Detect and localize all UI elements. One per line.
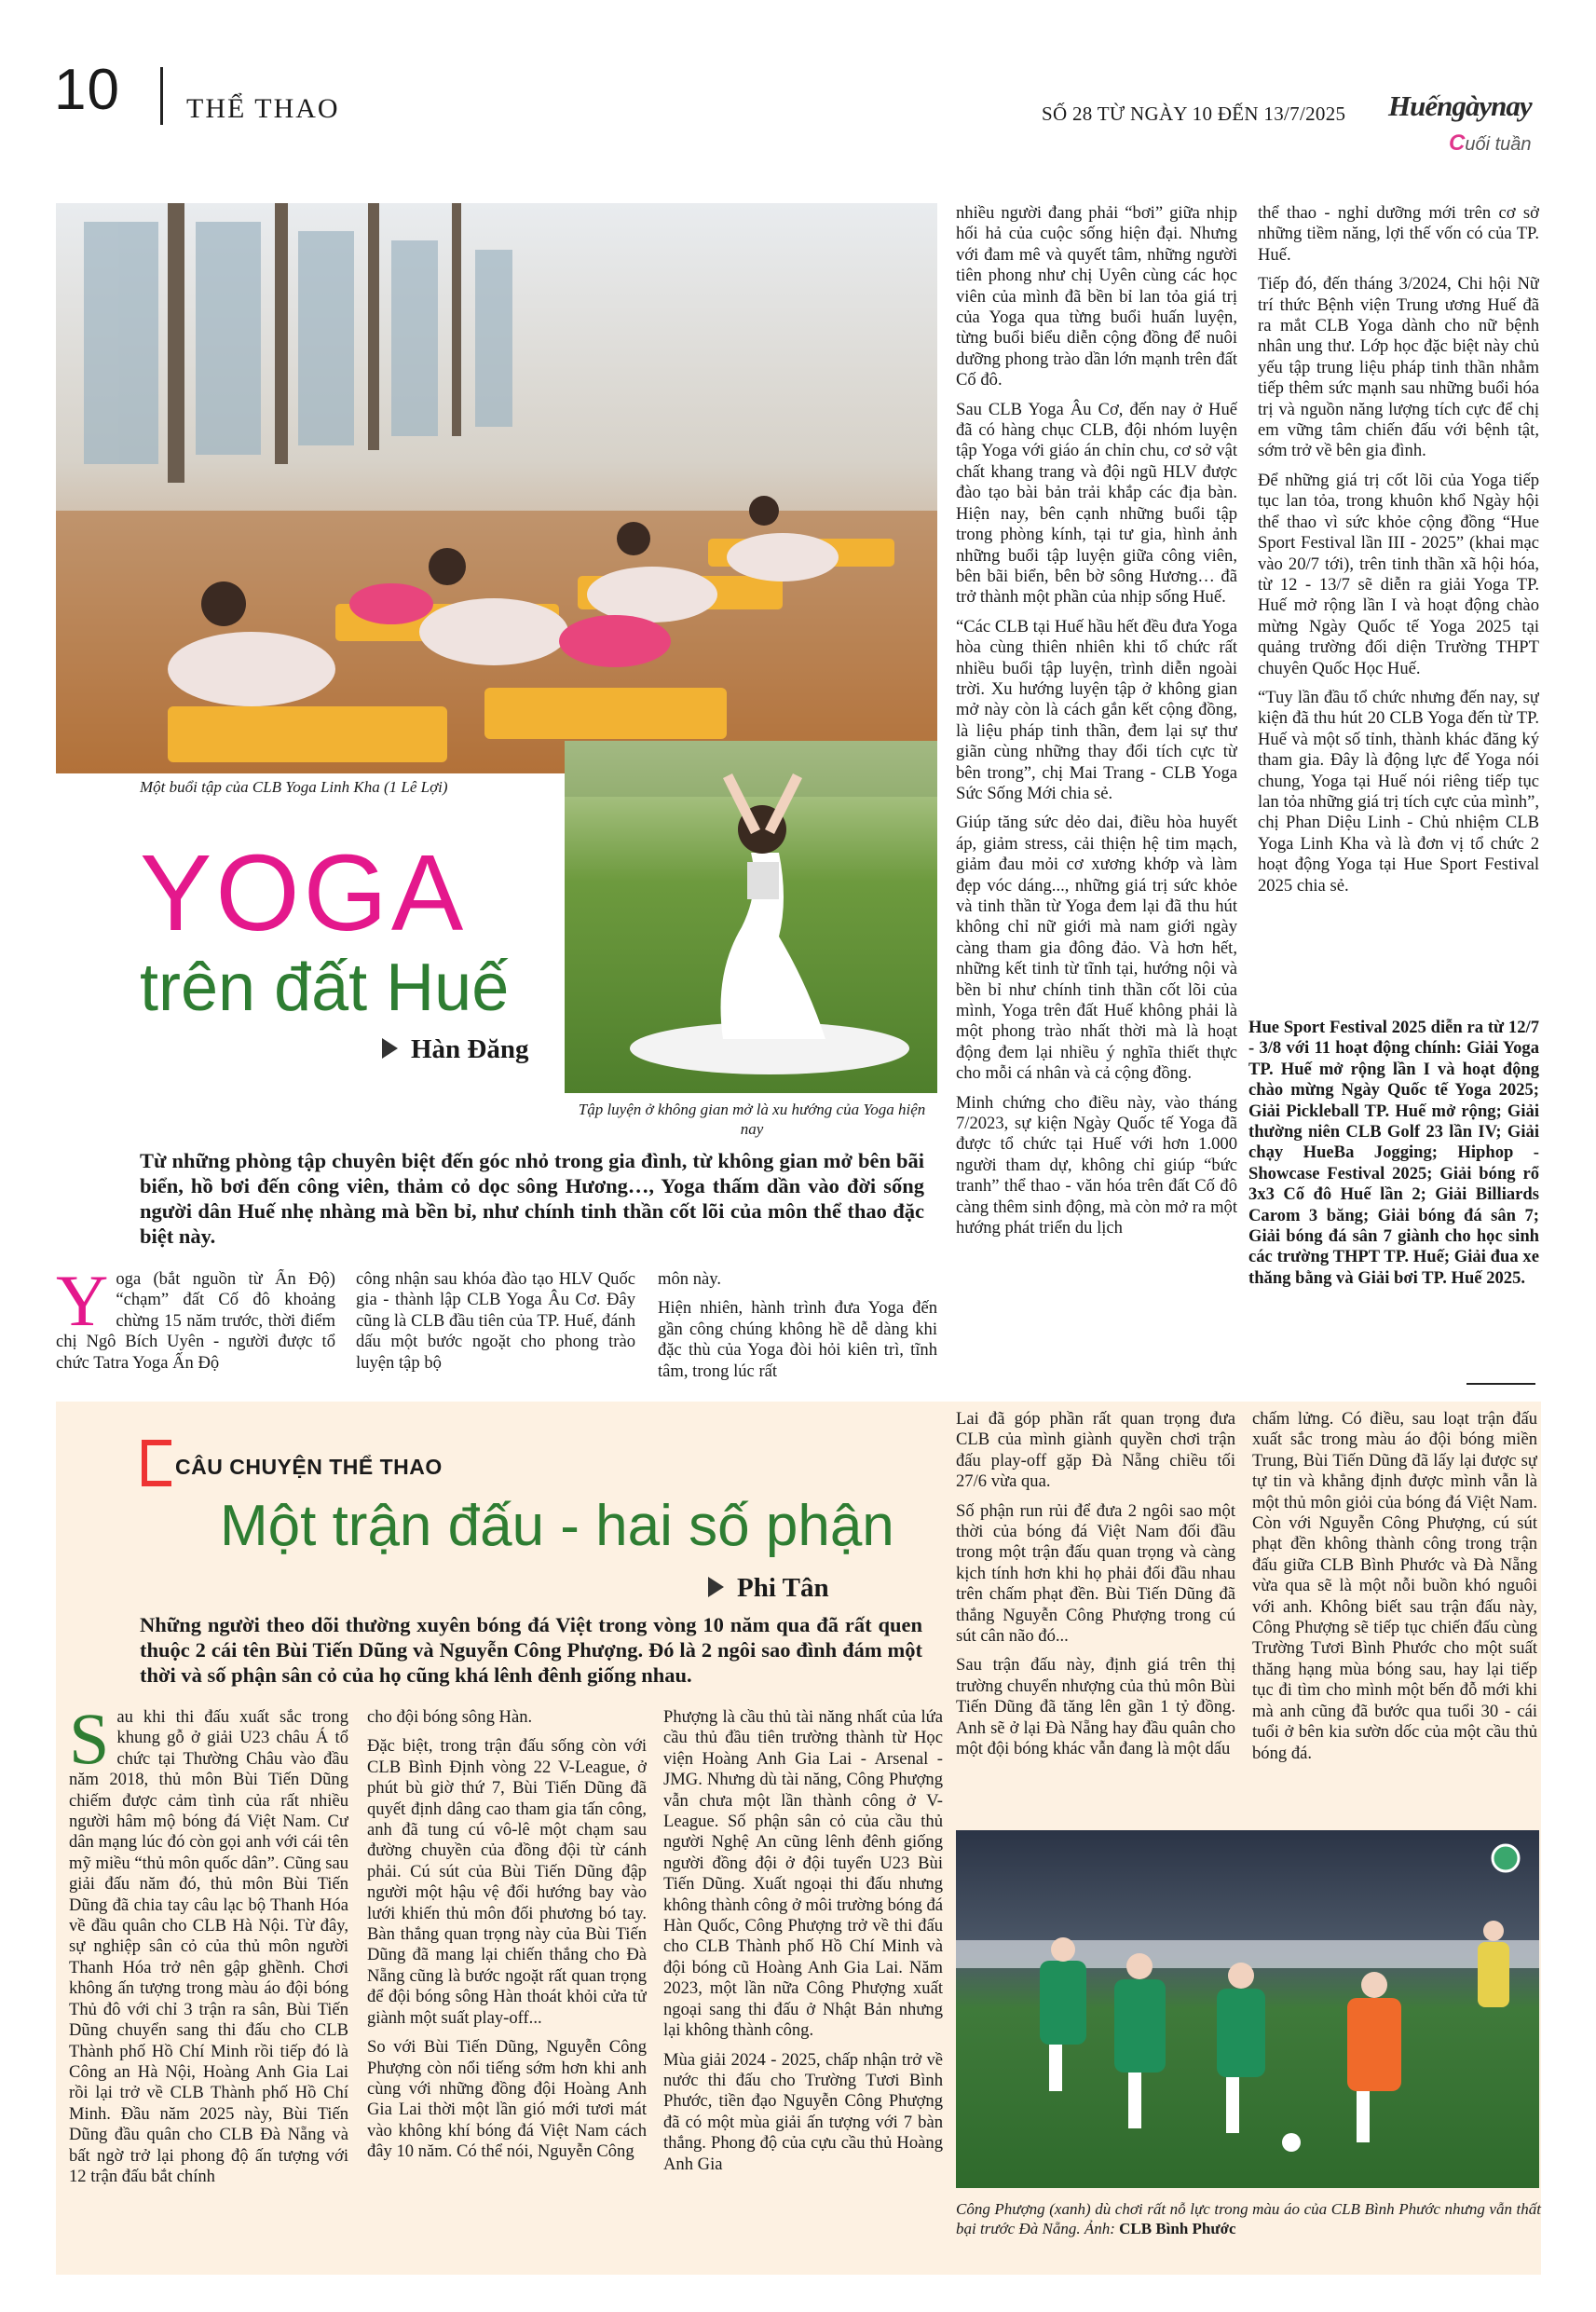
article2-section-label: CÂU CHUYỆN THỂ THAO [175,1455,443,1479]
dropcap-s: S [69,1707,110,1779]
football-match-photo [956,1830,1539,2188]
logo-letter: C [1449,130,1466,156]
article1-subtitle: trên đất Huế [140,951,510,1025]
section-bracket-icon [142,1440,171,1486]
article2-col5-p1: chấm lửng. Có điều, sau loạt trận đấu xuất sắc trong màu áo đội bóng miền Trung, Bùi Tiến Dũng đã lấy lại được sự tự tin và khẳng định được mình vẫn là một thủ môn giỏi của bóng đá Việt Nam. Còn với Nguyễn Công Phượng, cú sút phạt đền không thành công trong trận đấu giữa CLB Bình Phước và Đà Nẵng vừa qua sẽ là một nỗi buồn khó nguôi với anh. Không biết sau trận đấu này, Công Phượng sẽ tiếp tục chiến đấu cùng Trường Tươi Bình Phước cho một suất thăng hạng mùa bóng sau, hay lại tiếp tục đi tìm cho mình một bến đỗ mới khi mà anh cũng đã bước qua tuổi 30 - cái tuổi ở bên kia sườn dốc của một cầu thủ bóng đá. [1252,1409,1537,1763]
author2-name: Phi Tân [737,1573,829,1603]
section-name: THỂ THAO [186,93,340,124]
article2-col2-p2: Đặc biệt, trong trận đấu sống còn với CLB Bình Định vòng 22 V-League, ở phút bù giờ thứ 7, Bùi Tiến Dũng đã quyết định dâng cao tham gia tấn công, anh đã tung cú vô-lê một chạm sau đường chuyền của đồng đội từ cánh phải. Cú sút của Bùi Tiến Dũng đập người một hậu vệ đổi hướng bay vào lưới khiến thủ môn đối phương bó tay. Bàn thắng quan trọng này của Bùi Tiến Dũng đã mang lại chiến thắng cho Đà Nẵng cũng là bước ngoặt rất quan trọng để đội bóng sông Hàn thoát khỏi cửa tử giành một suất play-off... [367,1736,647,2028]
article2-col1 [69,1707,348,2266]
football-caption-text: Công Phượng (xanh) dù chơi rất nỗ lực trong màu áo của CLB Bình Phước nhưng vẫn thất bại trước Đà Nẵng. Ảnh: [956,2200,1541,2237]
photo1-caption: Một buổi tập của CLB Yoga Linh Kha (1 Lê Lợi) [140,778,448,796]
article2-col4-p2: Số phận run rủi để đưa 2 ngôi sao một thời của bóng đá Việt Nam đối đầu trong một trận đấu quan trọng và càng kịch tính hơn khi họ phải đối đầu nhau trên chấm phạt đền. Bùi Tiến Dũng đã thắng Nguyễn Công Phượng trong cú sút cân não đó... [956,1500,1235,1647]
article1-col4-p2: Sau CLB Yoga Âu Cơ, đến nay ở Huế đã có hàng chục CLB, đội nhóm luyện tập Yoga với giáo án chỉn chu, cơ sở vật chất khang trang và đội ngũ HLV được đào tạo bài bản trải khắp các địa bàn. Hiện nay, bên cạnh những buổi tập trong phòng kính, tại tư gia, hình ảnh những buổi tập luyện giữa công viên, bên bãi biển, bên bờ sông Hương… đã trở thành một phần của nhịp sống Huế. [956,399,1237,608]
yoga-indoor-illustration [56,203,937,773]
yoga-indoor-photo [56,203,937,773]
article2-col4-p1: Lai đã góp phần rất quan trọng đưa CLB của mình giành quyền chơi trận đấu play-off gặp Đà Nẵng chiều tối 27/6 vừa qua. [956,1409,1235,1492]
logo-sub-text: uối tuần [1465,134,1532,155]
photo2-caption: Tập luyện ở không gian mở là xu hướng của Yoga hiện nay [578,1101,926,1138]
article1-title: YOGA [140,832,468,953]
issue-info: SỐ 28 TỪ NGÀY 10 ĐẾN 13/7/2025 [1042,103,1346,125]
article2-col3 [663,1707,943,2266]
author-arrow-icon [382,1038,398,1059]
yoga-outdoor-photo [565,741,937,1093]
article2-col2-p3: So với Bùi Tiến Dũng, Nguyễn Công Phượng còn nổi tiếng sớm hơn khi anh cùng với những đồng đội Hoàng Anh Gia Lai thời một lần gió mới tươi mát vào không khí bóng đá Việt Nam cách đây 10 năm. Có thể nói, Nguyễn Công [367,2037,647,2162]
article1-author [382,1034,529,1065]
article1-col4-p3: “Các CLB tại Huế hầu hết đều đưa Yoga hòa cùng thiên nhiên khi tổ chức rất nhiều buổi tập luyện, trình diễn ngoài trời. Xu hướng luyện tập ở không gian mở này còn là cách gắn kết cộng đồng, là liệu pháp tinh thần, đem lại sự thư giãn cùng những thay đổi tích cực từ bên trong”, chị Mai Trang - CLB Yoga Sức Sống Mới chia sẻ. [956,616,1237,803]
article2-col2 [367,1707,647,2266]
article1-col1-text: oga (bắt nguồn từ Ấn Độ) “chạm” đất Cố đô khoảng chừng 15 năm trước, thời điểm chị Ngô Bích Uyên - người được tổ chức Tatra Yoga Ấn Độ [56,1269,335,1373]
article1-col4-p5: Minh chứng cho điều này, vào tháng 7/2023, sự kiện Ngày Quốc tế Yoga đã được tổ chức tại Huế với hơn 1.000 người tham dự, không chỉ giúp “bức tranh” thể thao - văn hóa trên đất Cố đô càng thêm sinh động, mà còn mở ra một hướng phát triển du lịch [956,1092,1237,1238]
article1-col5-p1: thể thao - nghỉ dưỡng mới trên cơ sở những tiềm năng, lợi thế vốn có của TP. Huế. [1258,203,1539,265]
article1-col5-p2: Tiếp đó, đến tháng 3/2024, Chi hội Nữ trí thức Bệnh viện Trung ương Huế đã ra mắt CLB Yoga dành cho nữ bệnh nhân ung thư. Lớp học đặc biệt này chủ yếu tập trung liệu pháp tinh thần nhằm tiếp thêm sức mạnh sau những buổi hóa trị và nguồn năng lượng tích cực để chị em vững tâm chiến đấu với bệnh tật, sớm trở về bên gia đình. [1258,274,1539,461]
article2-col4-p3: Sau trận đấu này, định giá trên thị trường chuyển nhượng của thủ môn Bùi Tiến Dũng đã tăng lên gần 1 tỷ đồng. Anh sẽ ở lại Đà Nẵng hay đầu quân cho một đội bóng khác vẫn đang là một dấu [956,1655,1235,1759]
football-photo-credit: CLB Bình Phước [1119,2220,1236,2237]
article1-col4 [956,203,1237,1383]
article2-lead: Những người theo dõi thường xuyên bóng đá Việt trong vòng 10 năm qua đã rất quen thuộc 2 cái tên Bùi Tiến Dũng và Nguyễn Công Phượng. Đó là 2 ngôi sao đình đám một thời và số phận sân cỏ của họ cũng khá lênh đênh giống nhau. [140,1613,922,1687]
article1-col3 [658,1269,937,1381]
page-number: 10 [54,58,120,122]
football-match-illustration [956,1830,1539,2188]
yoga-outdoor-illustration [565,741,937,1093]
article1-col4-p4: Giúp tăng sức dẻo dai, điều hòa huyết áp, giảm stress, cải thiện hệ tim mạch, giảm đau mỏi cơ xương khớp và làm đẹp vóc dáng..., những giá trị sức khỏe và tinh thần từ Yoga đem lại đã thu hút không chỉ nữ giới mà nam giới ngày càng tham gia đông đảo. Và hơn hết, những kết tinh từ tĩnh tại, hướng nội và bền bỉ như chính tinh thần cốt lõi của mình, Yoga trên đất Huế không phải là một phong trào nhất thời mà là hoạt động đem lại nhiều ý nghĩa thiết thực cho mỗi cá nhân và cả cộng đồng. [956,813,1237,1084]
article2-col1-text: au khi thi đấu xuất sắc trong khung gỗ ở giải U23 châu Á tổ chức tại Thường Châu vào đầu năm 2018, thủ môn Bùi Tiến Dũng chiếm được cảm tình của rất nhiều người hâm mộ bóng đá Việt Nam. Cư dân mạng lúc đó còn gọi anh với cái tên mỹ miều “thủ môn quốc dân”. Cũng sau giải đấu năm đó, thủ môn Bùi Tiến Dũng đã chia tay câu lạc bộ Thanh Hóa về đầu quân cho CLB Hà Nội. Từ đây, sự nghiệp sân cỏ của thủ môn người Thanh Hóa trở nên gập ghềnh. Chơi không ấn tượng trong màu áo đội bóng Thủ đô với chỉ 3 trận ra sân, Bùi Tiến Dũng chuyển sang thi đấu cho CLB Thành phố Hồ Chí Minh rồi tiếp đó là Công an Hà Nội, Hoàng Anh Gia Lai rồi lại trở về CLB Thành phố Hồ Chí Minh. Đầu năm 2025 này, Bùi Tiến Dũng đầu quân cho CLB Đà Nẵng và bất ngờ trở lại phong độ ấn tượng với 12 trận đấu bắt chính [69,1707,348,2186]
author1-name: Hàn Đăng [411,1034,529,1064]
football-photo-caption [956,2199,1541,2238]
dropcap-y: Y [56,1269,109,1341]
article2-col2-p1: cho đội bóng sông Hàn. [367,1707,533,1727]
article2-col3-p2: Mùa giải 2024 - 2025, chấp nhận trở về nước thi đấu cho Trường Tươi Bình Phước, tiền đạo Nguyễn Công Phượng đã có một mùa giải ấn tượng với 7 bàn thắng. Phong độ của cựu cầu thủ Hoàng Anh Gia [663,2049,943,2174]
article1-col2-text: công nhận sau khóa đào tạo HLV Quốc gia - thành lập CLB Yoga Âu Cơ. Đây cũng là CLB đầu tiên của TP. Huế, đánh dấu một bước ngoặt cho phong trào luyện tập bộ [356,1269,635,1373]
festival-highlight: Hue Sport Festival 2025 diễn ra từ 12/7 - 3/8 với 11 hoạt động chính: Giải Yoga TP. Huế mở rộng lần I và hoạt động chào mừng Ngày Quốc tế Yoga 2025; Giải Pickleball TP. Huế mở rộng; Giải thường niên CLB Golf 23 lần IV; Giải chạy HueBa Jogging; Hiphop - Showcase Festival 2025; Giải bóng rổ 3x3 Cố đô Huế lần 2; Giải Billiards Carom 3 băng; Giải bóng đá sân 7; Giải bóng đá sân 7 giành cho học sinh các trường THPT TP. Huế; Giải đua xe thăng bằng và Giải bơi TP. Huế 2025. [1248,1018,1539,1288]
article2-title: Một trận đấu - hai số phận [220,1494,894,1558]
article1-col1 [56,1269,335,1381]
author-arrow-icon [708,1577,724,1597]
article2-author [708,1573,829,1604]
article1-col4-p1: nhiều người đang phải “bơi” giữa nhịp hối hả của cuộc sống hiện đại. Nhưng với đam mê và quyết tâm, những người tiên phong như chị Uyên cùng các học viên của mình đã bền bỉ lan tỏa giá trị của Yoga qua từng buổi huấn luyện, từng buổi biểu diễn cộng đồng để nuôi dưỡng phong trào dần lớn mạnh trên đất Cố đô. [956,203,1237,390]
newspaper-logo-sub [1449,130,1532,157]
header-divider [160,67,163,125]
article1-col5 [1258,203,1539,1005]
article1-lead: Từ những phòng tập chuyên biệt đến góc nhỏ trong gia đình, từ không gian mở bên bãi biển, hồ bơi đến công viên, thảm cỏ dọc sông Hương…, Yoga thấm dần vào đời sống người dân Huế nhẹ nhàng mà bền bỉ, như chính tinh thần cốt lõi của môn thể thao đặc biệt này. [140,1149,924,1248]
article1-col5-p3: Để những giá trị cốt lõi của Yoga tiếp tục lan tỏa, trong khuôn khổ Ngày hội thể thao vì sức khỏe cộng đồng “Hue Sport Festival lần III - 2025” (khai mạc vào 20/7 tới), trên tinh thần xã hội hóa, từ 12 - 13/7 sẽ diễn ra giải Yoga TP. Huế mở rộng lần I và hoạt động chào mừng Ngày Quốc tế Yoga 2025 tại quảng trường đối diện Trường THPT chuyên Quốc Học Huế. [1258,470,1539,678]
article1-col3-p2: Hiện nhiên, hành trình đưa Yoga đến gần công chúng không hề dễ dàng khi đặc thù của Yoga đòi hỏi kiên trì, tĩnh tâm, trong lúc rất [658,1298,937,1381]
article2-col3-p1: Phượng là cầu thủ tài năng nhất của lứa cầu thủ đầu tiên trường thành từ Học viện Hoàng Anh Gia Lai - Arsenal - JMG. Nhưng dù tài năng, Công Phượng vẫn chưa một lần thành công ở V-League. Số phận sân cỏ của cầu thủ người Nghệ An cũng lênh đênh giống người đồng đội ở đội tuyển U23 Bùi Tiến Dũng. Xuất ngoại thi đấu nhưng không thành công ở môi trường bóng đá Hàn Quốc, Công Phượng trở về thi đấu cho CLB Thành phố Hồ Chí Minh và đội bóng cũ Hoàng Anh Gia Lai. Năm 2023, một lần nữa Công Phượng xuất ngoại sang thi đấu ở Nhật Bản nhưng lại không thành công. [663,1707,943,2041]
article2-col4 [956,1409,1235,1815]
article1-col3-p1: môn này. [658,1269,721,1289]
highlight-rule [1466,1383,1535,1385]
article1-col2 [356,1269,635,1381]
article1-col5-p4: “Tuy lần đầu tổ chức nhưng đến nay, sự kiện đã thu hút 20 CLB Yoga đến từ TP. Huế và một số tỉnh, thành khác đăng ký tham gia. Đây là động lực để Yoga nói chung, Yoga tại Huế nói riêng tiếp tục lan tỏa những giá trị tích cực của mình”, chị Phan Diệu Linh - Chủ nhiệm CLB Yoga Linh Kha và là đơn vị tổ chức 2 hoạt động Yoga tại Hue Sport Festival 2025 chia sẻ. [1258,687,1539,896]
article2-col5 [1252,1409,1537,1819]
newspaper-logo: Huếngàynay [1388,89,1532,122]
